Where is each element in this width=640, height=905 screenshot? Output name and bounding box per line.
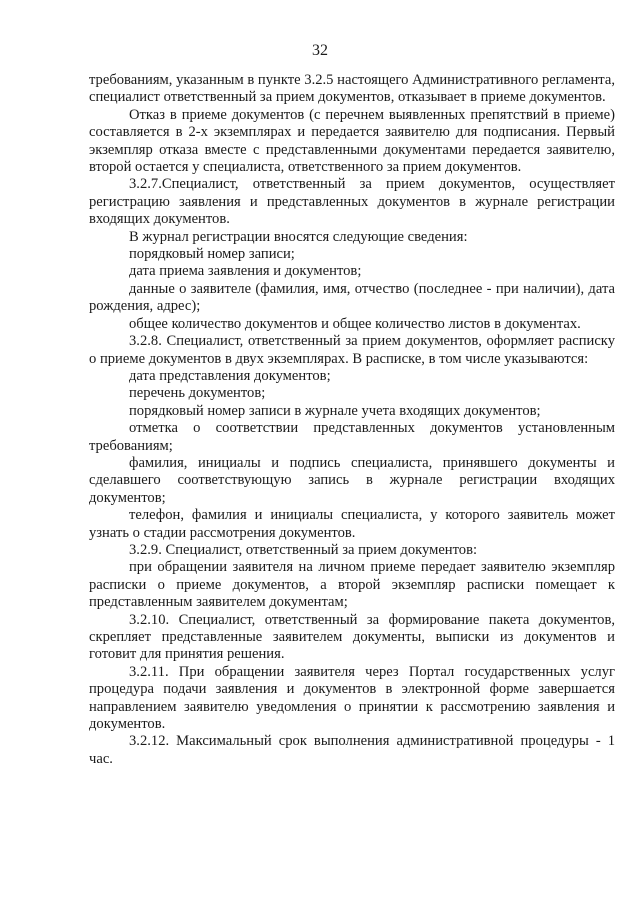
paragraph: требованиям, указанным в пункте 3.2.5 настоящего Административного регламента, специалист ответственный за прием документов, отказывает в приеме документов. bbox=[89, 72, 615, 106]
paragraph: телефон, фамилия и инициалы специалиста, у которого заявитель может узнать о стадии рассмотрения документов. bbox=[89, 507, 615, 541]
paragraph: отметка о соответствии представленных документов установленным требованиям; bbox=[89, 420, 615, 454]
paragraph: фамилия, инициалы и подпись специалиста, принявшего документы и сделавшего соответствующую запись в журнале регистрации входящих документов; bbox=[89, 454, 615, 506]
paragraph: 3.2.7.Специалист, ответственный за прием документов, осуществляет регистрацию заявления и представленных документов в журнале регистрации входящих документов. bbox=[89, 176, 615, 228]
paragraph: порядковый номер записи; bbox=[129, 246, 295, 263]
paragraph: при обращении заявителя на личном приеме передает заявителю экземпляр расписки о приеме документов, а второй экземпляр расписки помещает к представленным заявителем документам; bbox=[89, 559, 615, 611]
page-number: 32 bbox=[312, 42, 328, 59]
paragraph: 3.2.10. Специалист, ответственный за формирование пакета документов, скрепляет представленные заявителем документы, выписки из документов и готовит для принятия решения. bbox=[89, 611, 615, 663]
paragraph: 3.2.9. Специалист, ответственный за прием документов: bbox=[129, 541, 478, 558]
paragraph: данные о заявителе (фамилия, имя, отчество (последнее - при наличии), дата рождения, адрес); bbox=[89, 280, 615, 315]
paragraph: 3.2.12. Максимальный срок выполнения административной процедуры - 1 час. bbox=[89, 733, 615, 767]
paragraph: перечень документов; bbox=[129, 385, 266, 402]
body-text bbox=[89, 72, 615, 768]
paragraph: Отказ в приеме документов (с перечнем выявленных препятствий в приеме) составляется в 2-х экземплярах и передается заявителю для подписания. Первый экземпляр отказа вместе с представленными документами передается заявителю, второй остается у специалиста, ответственного за прием документов. bbox=[89, 106, 615, 176]
paragraph: 3.2.11. При обращении заявителя через Портал государственных услуг процедура подачи заявления и документов в электронной форме завершается направлением заявителю уведомления о принятии к рассмотрению заявления и документов. bbox=[89, 663, 615, 733]
paragraph: порядковый номер записи в журнале учета входящих документов; bbox=[129, 402, 541, 419]
paragraph: В журнал регистрации вносятся следующие сведения: bbox=[129, 228, 468, 245]
paragraph: дата приема заявления и документов; bbox=[129, 263, 362, 280]
paragraph: 3.2.8. Специалист, ответственный за прием документов, оформляет расписку о приеме документов в двух экземплярах. В расписке, в том числе указываются: bbox=[89, 333, 615, 367]
paragraph: общее количество документов и общее количество листов в документах. bbox=[129, 315, 581, 332]
paragraph: дата представления документов; bbox=[129, 367, 331, 384]
